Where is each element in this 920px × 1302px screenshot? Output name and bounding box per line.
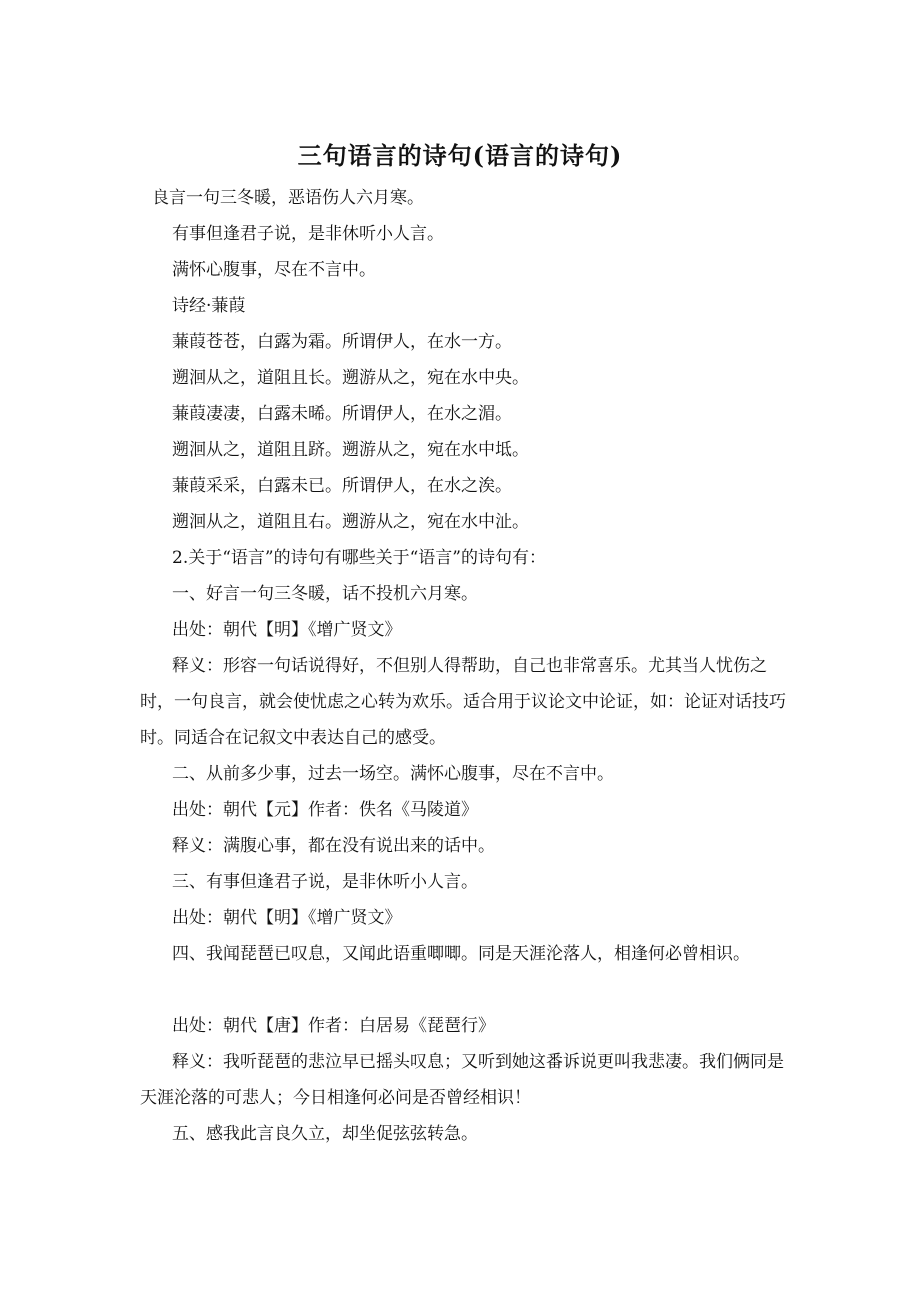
paragraph: 遡洄从之，道阻且右。遡游从之，宛在水中沚。 <box>172 512 529 532</box>
paragraph: 四、我闻琵琶已叹息，又闻此语重唧唧。同是天涯沦落人，相逢何必曾相识。 <box>172 944 750 964</box>
paragraph: 蒹葭苍苍，白露为霜。所谓伊人，在水一方。 <box>172 332 512 352</box>
paragraph: 诗经·蒹葭 <box>172 296 246 316</box>
paragraph: 蒹葭凄凄，白露未晞。所谓伊人，在水之湄。 <box>172 404 512 424</box>
paragraph: 三、有事但逢君子说，是非休听小人言。 <box>172 872 478 892</box>
paragraph: 良言一句三冬暖，恶语伤人六月寒。 <box>152 188 424 208</box>
paragraph-spacer <box>140 972 800 1008</box>
paragraph: 五、感我此言良久立，却坐促弦弦转急。 <box>172 1124 478 1144</box>
paragraph: 有事但逢君子说，是非休听小人言。 <box>172 224 444 244</box>
paragraph: 2.关于“语言”的诗句有哪些关于“语言”的诗句有： <box>172 548 546 568</box>
paragraph: 出处：朝代【明】《增广贤文》 <box>172 620 402 640</box>
paragraph: 蒹葭采采，白露未已。所谓伊人，在水之涘。 <box>172 476 512 496</box>
paragraph: 遡洄从之，道阻且跻。遡游从之，宛在水中坻。 <box>172 440 529 460</box>
paragraph: 一、好言一句三冬暖，话不投机六月寒。 <box>172 584 478 604</box>
paragraph: 二、从前多少事，过去一场空。满怀心腹事，尽在不言中。 <box>172 764 614 784</box>
paragraph: 释义：形容一句话说得好，不但别人得帮助，自己也非常喜乐。尤其当人忧伤之时，一句良言，就会使忧虑之心转为欢乐。适合用于议论文中论证，如：论证对话技巧时。同适合在记叙文中表达自己的感受。 <box>140 656 786 748</box>
paragraph: 出处：朝代【元】作者：佚名《马陵道》 <box>172 800 478 820</box>
paragraph: 满怀心腹事，尽在不言中。 <box>172 260 376 280</box>
paragraph: 出处：朝代【明】《增广贤文》 <box>172 908 402 928</box>
document-title: 三句语言的诗句(语言的诗句) <box>297 141 623 170</box>
document-body <box>140 180 800 1152</box>
paragraph: 出处：朝代【唐】作者：白居易《琵琶行》 <box>172 1016 495 1036</box>
paragraph: 遡洄从之，道阻且长。遡游从之，宛在水中央。 <box>172 368 529 388</box>
paragraph: 释义：我听琵琶的悲泣早已摇头叹息；又听到她这番诉说更叫我悲凄。我们俩同是天涯沦落的可悲人；今日相逢何必问是否曾经相识！ <box>140 1052 784 1108</box>
paragraph: 释义：满腹心事，都在没有说出来的话中。 <box>172 836 495 856</box>
